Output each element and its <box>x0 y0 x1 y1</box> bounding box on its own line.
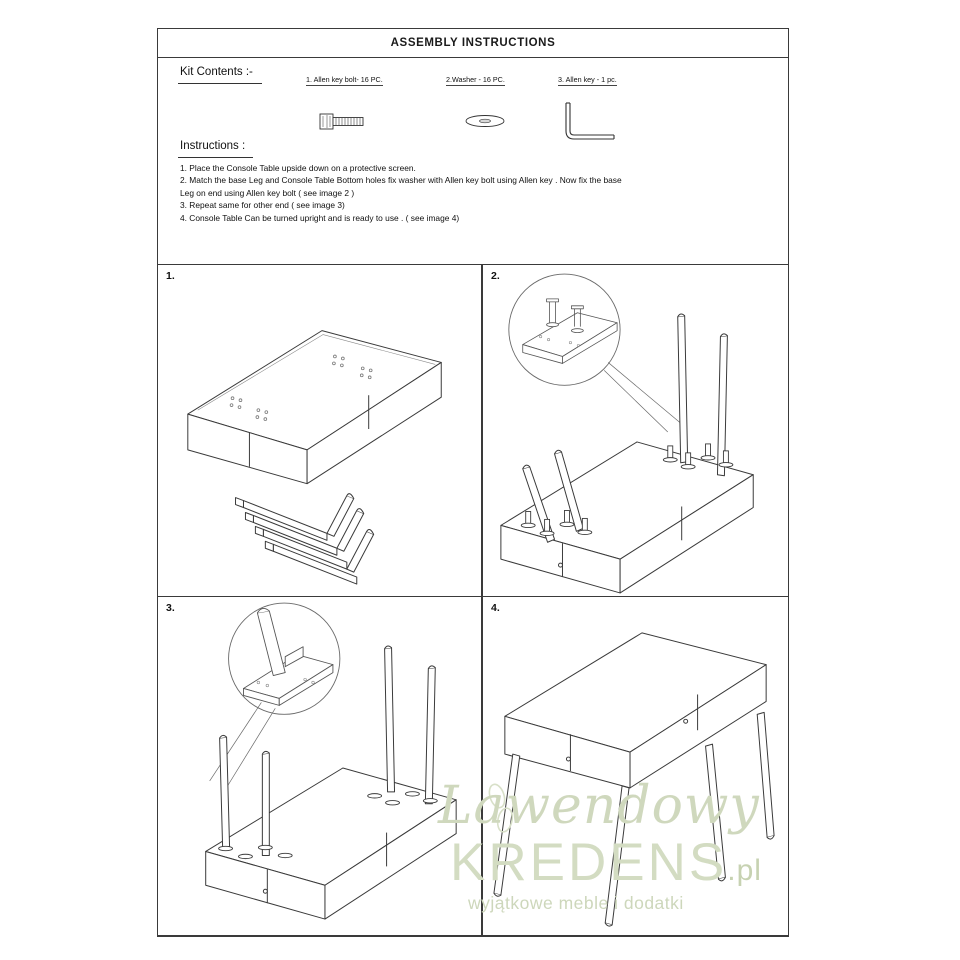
instruction-line: 2. Match the base Leg and Console Table Bottom holes fix washer with Allen key bolt using Allen key . Now fix the base <box>180 175 622 186</box>
panel-number: 4. <box>491 602 500 614</box>
kit-item-caption-2: 2.Washer - 16 PC. <box>446 75 505 84</box>
instructions-underline <box>178 157 253 158</box>
panel-step-4 <box>482 596 789 937</box>
panel-number: 1. <box>166 270 175 282</box>
watermark-tagline: wyjątkowe meble i dodatki <box>468 893 684 913</box>
watermark-brand: KREDENS <box>450 833 728 892</box>
instructions-list <box>180 162 740 224</box>
page-title: ASSEMBLY INSTRUCTIONS <box>390 37 556 49</box>
watermark-script: Lawendowy <box>438 776 760 836</box>
kit-contents-label: Kit Contents :- <box>180 66 253 78</box>
legs-attached-other-end-with-detail-art <box>158 597 481 936</box>
legs-attached-one-end-with-detail-art <box>483 265 788 596</box>
console-table-and-legs-exploded-art <box>158 265 481 596</box>
instructions-label: Instructions : <box>180 140 246 152</box>
finished-console-table-upright-art <box>483 597 788 936</box>
watermark-tld: .pl <box>727 854 762 887</box>
instruction-line: 3. Repeat same for other end ( see image 3) <box>180 200 345 211</box>
kit-item-caption-1: 1. Allen key bolt- 16 PC. <box>306 75 383 84</box>
document-frame <box>157 28 789 936</box>
allen-key-bolt-icon <box>318 107 378 137</box>
panel-step-1 <box>157 264 482 597</box>
instruction-line: 4. Console Table Can be turned upright and is ready to use . ( see image 4) <box>180 212 460 223</box>
instruction-line: Leg on end using Allen key bolt ( see image 2 ) <box>180 187 355 198</box>
washer-icon <box>463 109 507 133</box>
panel-step-2 <box>482 264 789 597</box>
panel-step-3 <box>157 596 482 937</box>
kit-contents-underline <box>178 83 262 84</box>
panel-number: 2. <box>491 270 500 282</box>
instruction-line: 1. Place the Console Table upside down on a protective screen. <box>180 163 416 173</box>
document-title-bar <box>158 29 788 58</box>
kit-item-caption-3: 3. Allen key - 1 pc. <box>558 75 617 84</box>
panel-number: 3. <box>166 602 175 614</box>
allen-key-icon <box>558 97 628 147</box>
